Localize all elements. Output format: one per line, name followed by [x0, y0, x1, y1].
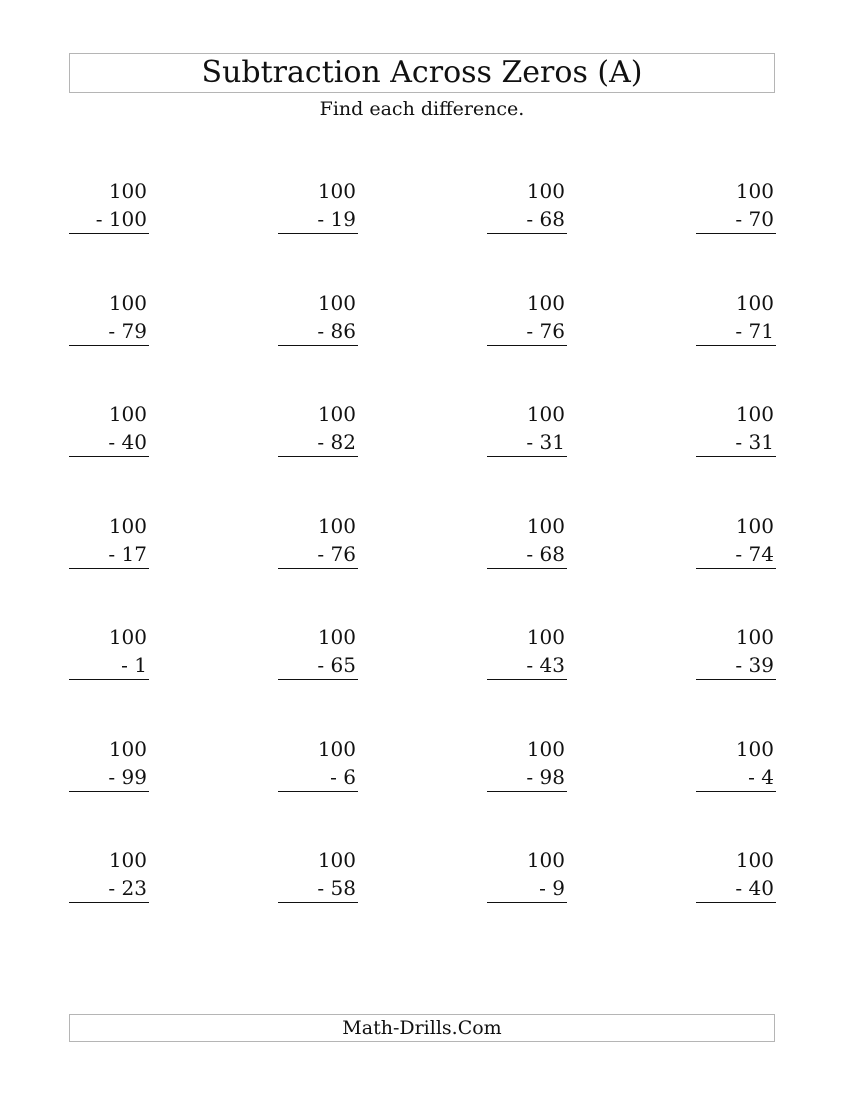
minuend: 100 [526, 291, 565, 315]
subtrahend: - 68 [526, 542, 565, 566]
answer-line [487, 233, 567, 234]
subtrahend: - 76 [317, 542, 356, 566]
subtrahend: - 65 [317, 653, 356, 677]
subtrahend: - 39 [735, 653, 774, 677]
answer-line [487, 456, 567, 457]
subtraction-problem [278, 512, 358, 569]
subtraction-problem [696, 735, 776, 792]
subtraction-problem [69, 512, 149, 569]
minuend: 100 [317, 625, 356, 649]
subtrahend: - 74 [735, 542, 774, 566]
subtrahend: - 31 [735, 430, 774, 454]
subtraction-problem [69, 735, 149, 792]
minuend: 100 [317, 179, 356, 203]
answer-line [696, 233, 776, 234]
subtrahend: - 40 [108, 430, 147, 454]
subtrahend: - 82 [317, 430, 356, 454]
answer-line [487, 791, 567, 792]
answer-line [69, 345, 149, 346]
answer-line [69, 902, 149, 903]
answer-line [69, 233, 149, 234]
subtrahend: - 17 [108, 542, 147, 566]
minuend: 100 [108, 514, 147, 538]
subtraction-problem [696, 623, 776, 680]
subtraction-problem [696, 177, 776, 234]
minuend: 100 [317, 737, 356, 761]
subtrahend: - 40 [735, 876, 774, 900]
answer-line [69, 791, 149, 792]
answer-line [278, 568, 358, 569]
answer-line [69, 679, 149, 680]
answer-line [278, 791, 358, 792]
subtrahend: - 98 [526, 765, 565, 789]
answer-line [278, 679, 358, 680]
subtrahend: - 86 [317, 319, 356, 343]
answer-line [696, 456, 776, 457]
footer-box [69, 1014, 775, 1042]
subtraction-problem [69, 400, 149, 457]
minuend: 100 [108, 291, 147, 315]
minuend: 100 [526, 848, 565, 872]
minuend: 100 [526, 179, 565, 203]
answer-line [278, 233, 358, 234]
subtraction-problem [69, 846, 149, 903]
subtrahend: - 19 [317, 207, 356, 231]
instructions: Find each difference. [319, 98, 525, 120]
answer-line [696, 345, 776, 346]
minuend: 100 [526, 402, 565, 426]
subtraction-problem [487, 623, 567, 680]
title-box [69, 53, 775, 93]
subtrahend: - 9 [539, 876, 565, 900]
worksheet-title: Subtraction Across Zeros (A) [201, 55, 643, 90]
answer-line [487, 568, 567, 569]
minuend: 100 [735, 291, 774, 315]
subtrahend: - 99 [108, 765, 147, 789]
minuend: 100 [317, 848, 356, 872]
subtraction-problem [278, 400, 358, 457]
subtrahend: - 4 [748, 765, 774, 789]
subtraction-problem [278, 846, 358, 903]
subtraction-problem [487, 735, 567, 792]
answer-line [696, 679, 776, 680]
subtraction-problem [278, 177, 358, 234]
answer-line [696, 568, 776, 569]
subtraction-problem [487, 177, 567, 234]
minuend: 100 [317, 402, 356, 426]
subtraction-problem [696, 512, 776, 569]
minuend: 100 [526, 625, 565, 649]
answer-line [69, 456, 149, 457]
subtrahend: - 6 [330, 765, 356, 789]
subtraction-problem [69, 289, 149, 346]
minuend: 100 [526, 737, 565, 761]
subtrahend: - 58 [317, 876, 356, 900]
answer-line [487, 902, 567, 903]
answer-line [69, 568, 149, 569]
minuend: 100 [108, 179, 147, 203]
minuend: 100 [108, 625, 147, 649]
minuend: 100 [108, 402, 147, 426]
subtrahend: - 31 [526, 430, 565, 454]
subtraction-problem [487, 846, 567, 903]
subtrahend: - 100 [95, 207, 147, 231]
subtraction-problem [278, 623, 358, 680]
subtraction-problem [278, 289, 358, 346]
subtraction-problem [69, 177, 149, 234]
subtrahend: - 23 [108, 876, 147, 900]
answer-line [278, 902, 358, 903]
minuend: 100 [108, 737, 147, 761]
answer-line [487, 679, 567, 680]
subtrahend: - 71 [735, 319, 774, 343]
minuend: 100 [735, 514, 774, 538]
subtrahend: - 68 [526, 207, 565, 231]
answer-line [278, 456, 358, 457]
subtrahend: - 1 [121, 653, 147, 677]
subtrahend: - 43 [526, 653, 565, 677]
subtrahend: - 79 [108, 319, 147, 343]
answer-line [696, 902, 776, 903]
subtrahend: - 76 [526, 319, 565, 343]
subtraction-problem [696, 400, 776, 457]
minuend: 100 [735, 402, 774, 426]
subtraction-problem [278, 735, 358, 792]
answer-line [487, 345, 567, 346]
subtraction-problem [69, 623, 149, 680]
subtraction-problem [696, 289, 776, 346]
minuend: 100 [735, 737, 774, 761]
subtraction-problem [487, 289, 567, 346]
subtraction-problem [487, 512, 567, 569]
minuend: 100 [735, 848, 774, 872]
footer-text: Math-Drills.Com [342, 1016, 502, 1039]
answer-line [696, 791, 776, 792]
minuend: 100 [735, 179, 774, 203]
minuend: 100 [735, 625, 774, 649]
minuend: 100 [317, 514, 356, 538]
minuend: 100 [526, 514, 565, 538]
minuend: 100 [317, 291, 356, 315]
minuend: 100 [108, 848, 147, 872]
answer-line [278, 345, 358, 346]
subtrahend: - 70 [735, 207, 774, 231]
subtraction-problem [487, 400, 567, 457]
subtraction-problem [696, 846, 776, 903]
